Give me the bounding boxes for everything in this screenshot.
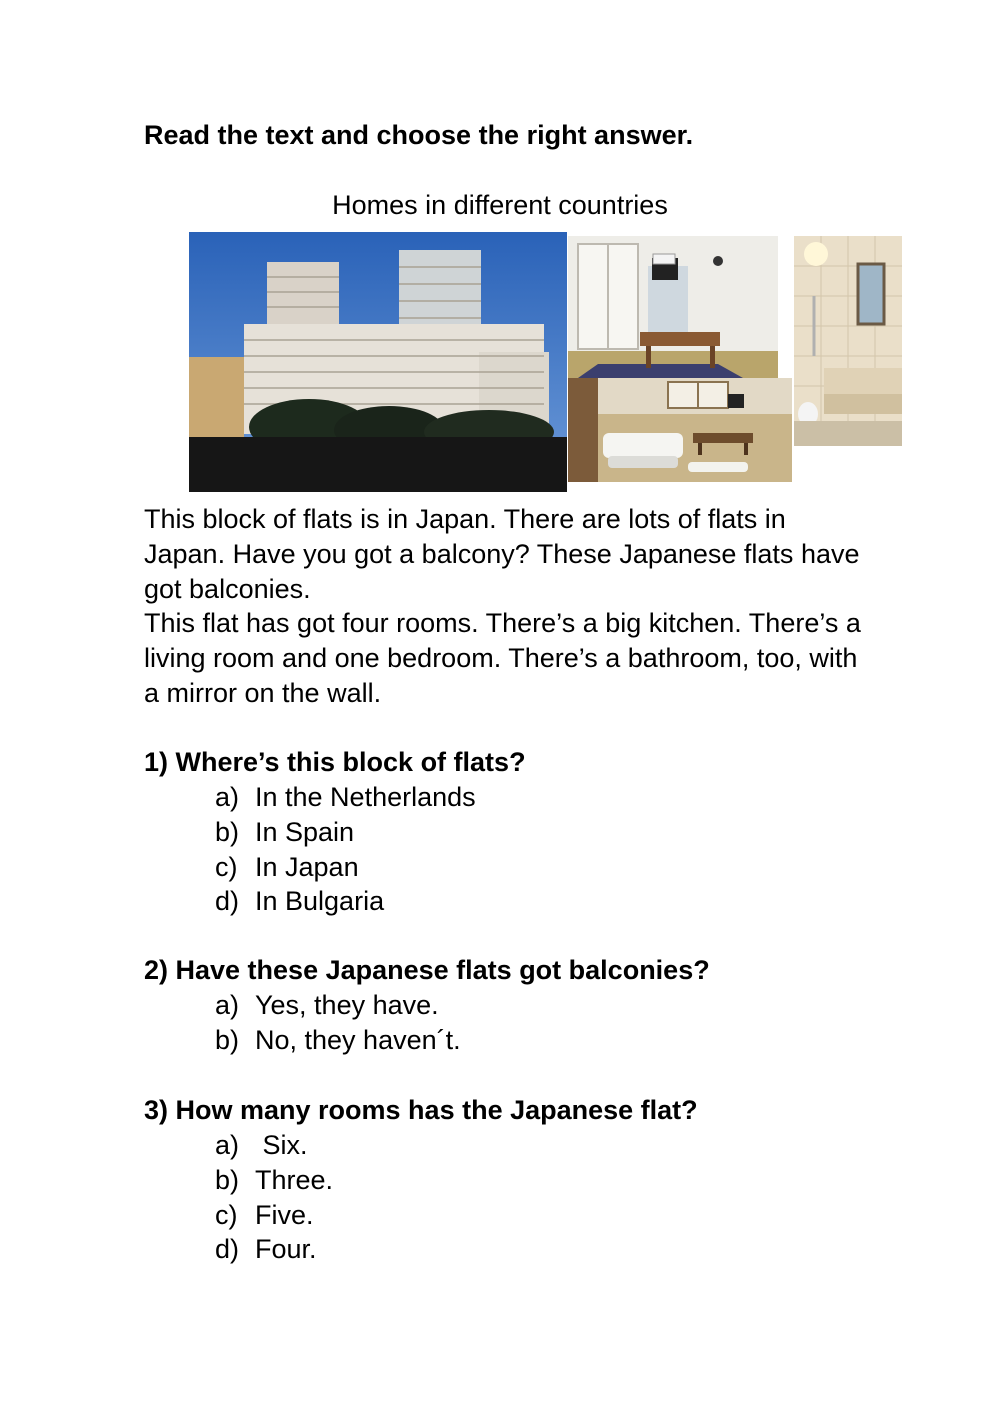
text-title: Homes in different countries	[332, 190, 668, 220]
question-3: 3) How many rooms has the Japanese flat?	[144, 1095, 698, 1125]
question-1: 1) Where’s this block of flats?	[144, 747, 526, 777]
option-text: In Japan	[255, 851, 359, 882]
option-letter: b)	[215, 816, 240, 847]
option-letter: d)	[215, 886, 240, 917]
option-text: In the Netherlands	[255, 782, 476, 812]
answer-option[interactable]	[215, 884, 476, 919]
option-text: In Bulgaria	[255, 886, 385, 917]
answer-option[interactable]	[215, 1023, 461, 1058]
option-text: Yes, they have.	[255, 990, 439, 1020]
reading-text	[144, 502, 864, 711]
option-letter: b)	[215, 1164, 240, 1195]
answer-option[interactable]	[215, 988, 461, 1023]
option-text: Five.	[255, 1199, 314, 1230]
option-letter: a)	[215, 782, 240, 812]
option-letter: b)	[215, 1024, 240, 1055]
answer-option[interactable]	[215, 1198, 333, 1233]
option-text: No, they haven´t.	[255, 1024, 461, 1055]
option-letter: d)	[215, 1234, 240, 1265]
photo-collage	[0, 0, 1000, 500]
question-2-options	[215, 988, 461, 1058]
option-text: In Spain	[255, 816, 355, 847]
tower-block-photo	[189, 232, 567, 492]
answer-option[interactable]	[215, 815, 476, 850]
question-2: 2) Have these Japanese flats got balconies?	[144, 955, 710, 985]
option-text: Six.	[255, 1130, 308, 1160]
option-letter: c)	[215, 851, 238, 882]
answer-option[interactable]	[215, 780, 476, 815]
answer-option[interactable]	[215, 850, 476, 885]
option-letter: c)	[215, 1199, 238, 1230]
bathroom-photo	[794, 236, 902, 446]
option-letter: a)	[215, 1130, 240, 1160]
answer-option[interactable]	[215, 1232, 333, 1267]
option-text: Four.	[255, 1234, 317, 1265]
question-1-options	[215, 780, 476, 919]
answer-option[interactable]	[215, 1163, 333, 1198]
answer-option[interactable]	[215, 1128, 333, 1163]
option-letter: a)	[215, 990, 240, 1020]
instruction-heading: Read the text and choose the right answer.	[144, 120, 694, 150]
living-room-photo	[568, 236, 778, 378]
paragraph: This flat has got four rooms. There’s a big kitchen. There’s a living room and one bedroom. There’s a bathroom, too, with a mirror on the wall.	[144, 608, 861, 708]
bedroom-photo	[568, 378, 792, 482]
paragraph: This block of flats is in Japan. There are lots of flats in Japan. Have you got a balcony? These Japanese flats have got balconies.	[144, 504, 860, 604]
option-text: Three.	[255, 1164, 334, 1195]
question-3-options	[215, 1128, 333, 1267]
